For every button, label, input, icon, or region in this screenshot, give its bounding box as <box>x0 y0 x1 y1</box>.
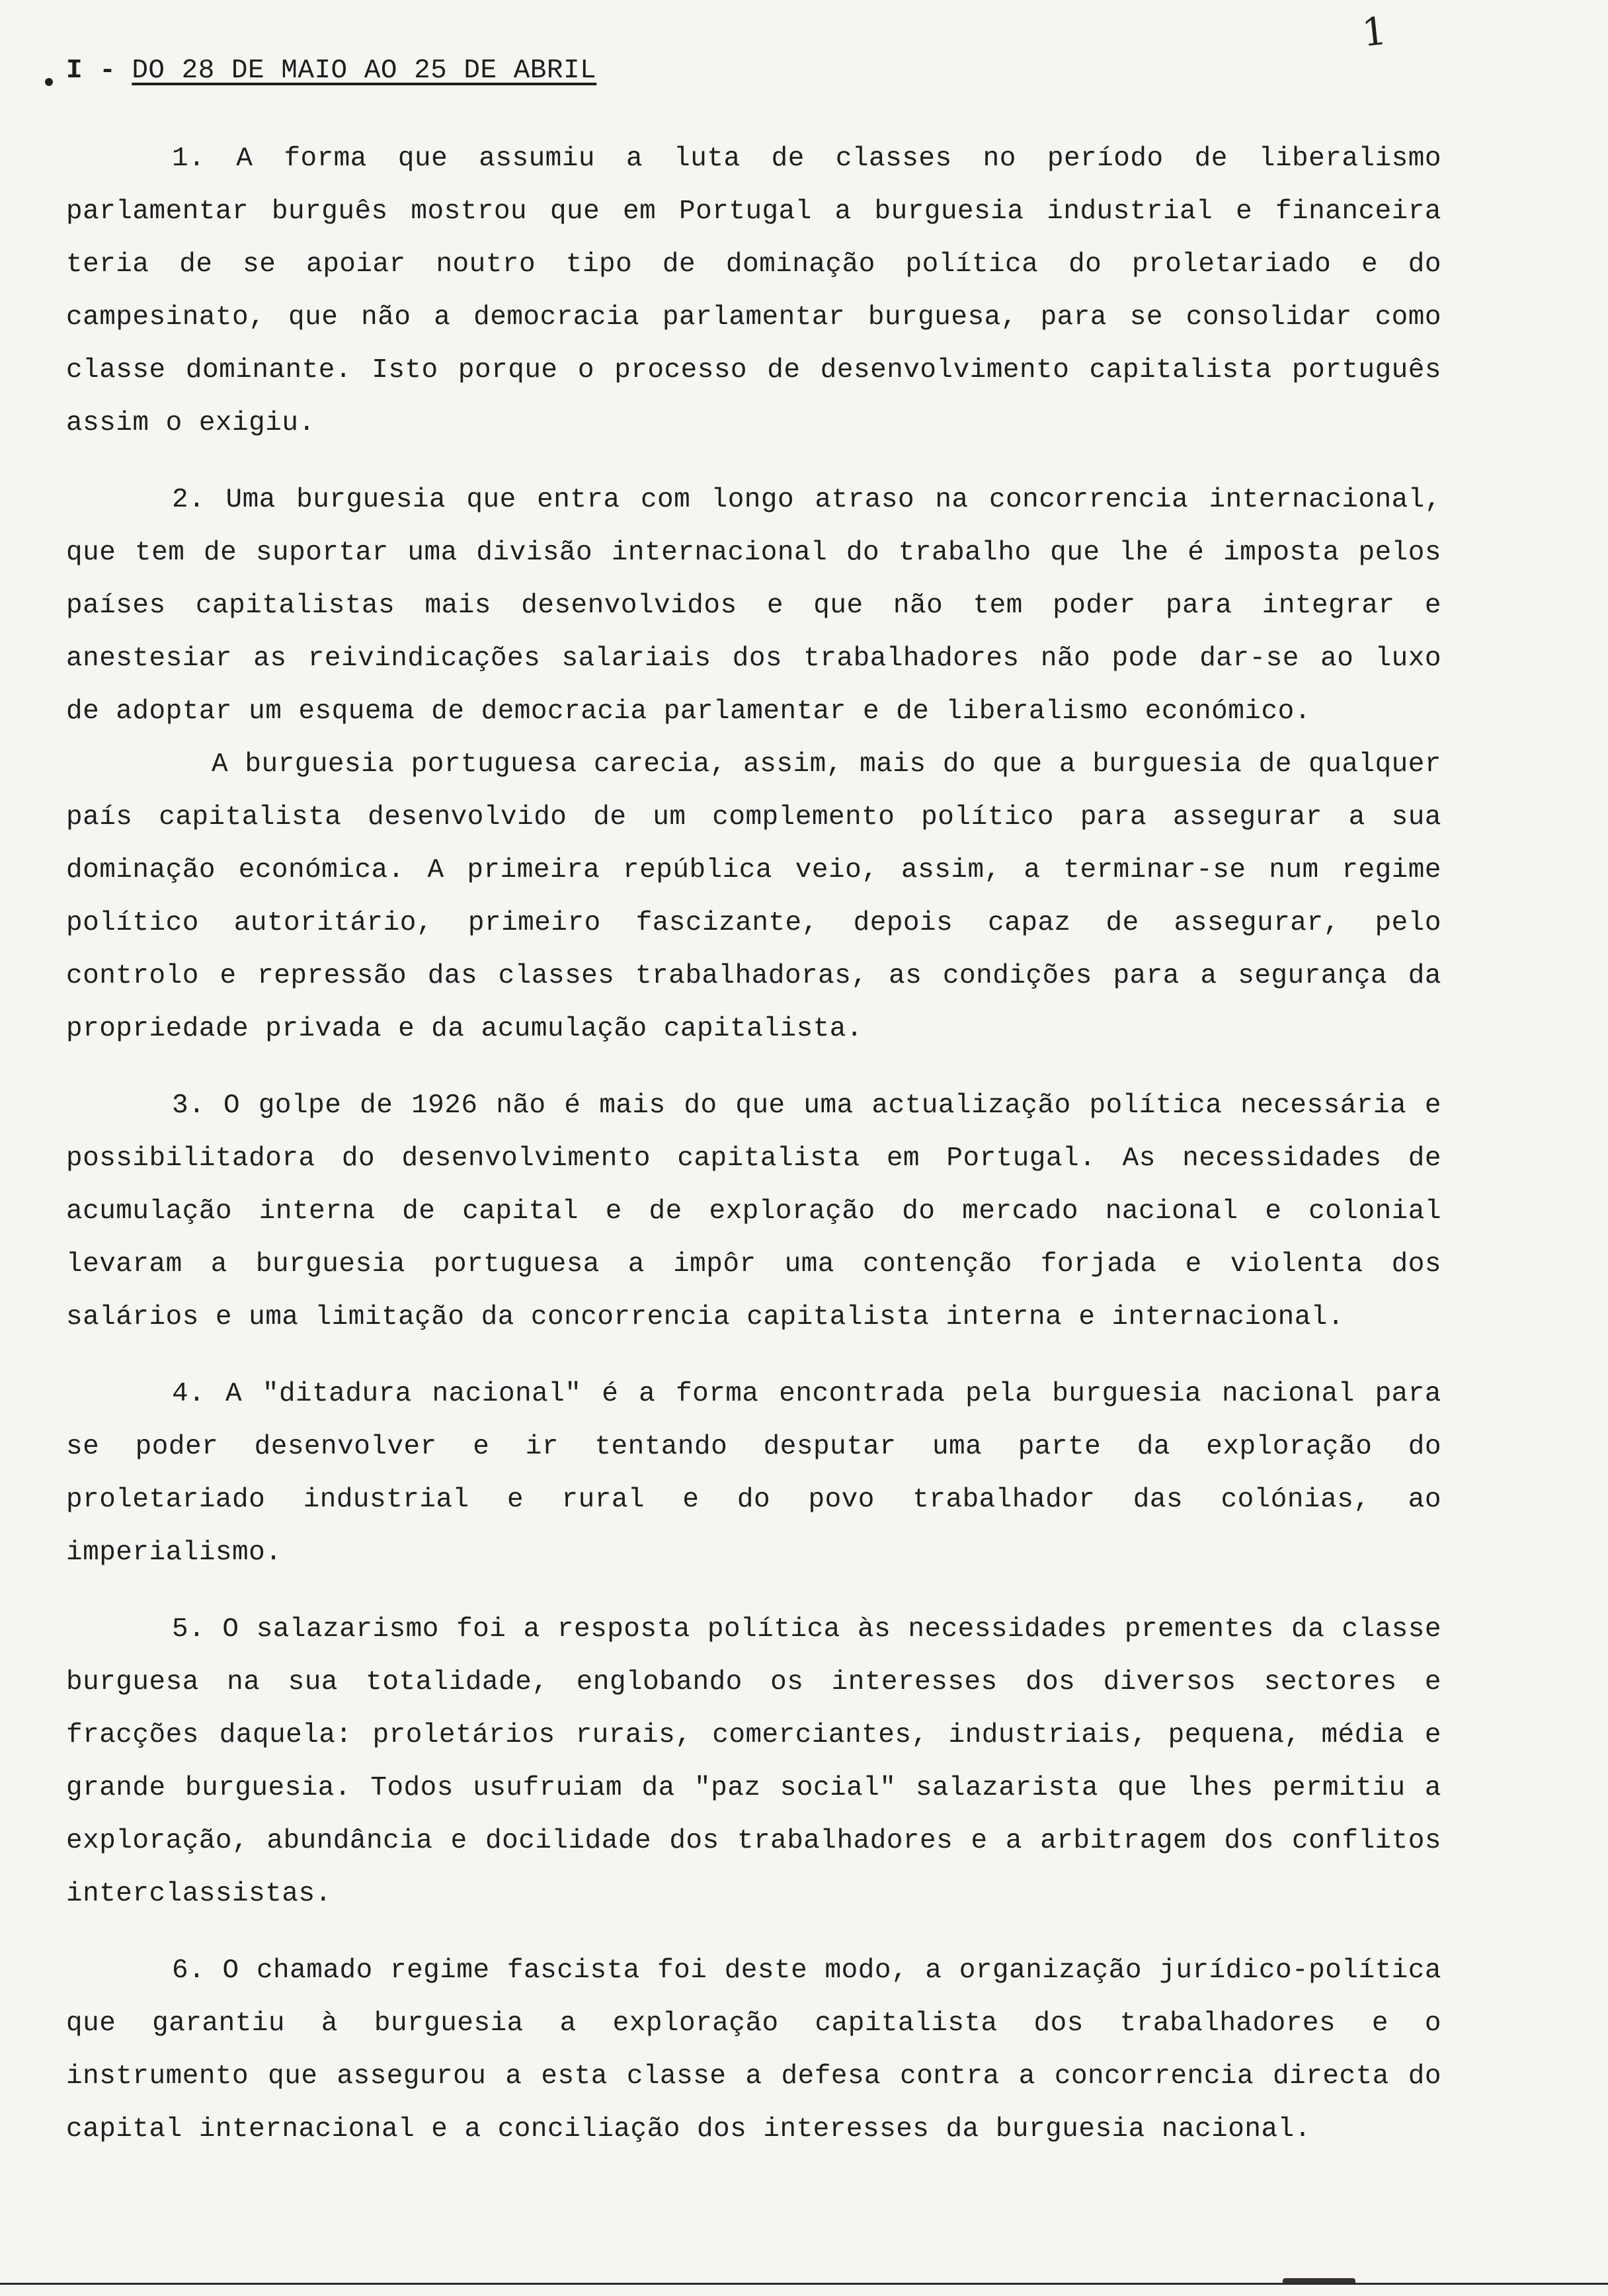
paragraph-4: 4. A "ditadura nacional" é a forma encontrada pela burguesia nacional para se poder desenvolver e ir tentando desputar uma parte da exploração do proletariado industrial e rural e do povo trabalhador das colónias, ao imperialismo. <box>66 1379 1441 1568</box>
section-number: I - <box>66 56 116 86</box>
page-bottom-edge <box>0 2283 1608 2285</box>
section-title: DO 28 DE MAIO AO 25 DE ABRIL <box>132 56 597 86</box>
paragraph-6: 6. O chamado regime fascista foi deste modo, a organização jurídico-política que garantiu à burguesia a exploração capitalista dos trabalhadores e o instrumento que assegurou a esta classe a defesa contra a concorrencia directa do capital internacional e a conciliação dos interesses da burguesia nacional. <box>66 1955 1441 2145</box>
paragraph-2-continued: A burguesia portuguesa carecia, assim, mais do que a burguesia de qualquer país capitalista desenvolvido de um complemento político para assegurar a sua dominação económica. A primeira república veio, assim, a terminar-se num regime político autoritário, primeiro fascizante, depois capaz de assegurar, pelo controlo e repressão das classes trabalhadoras, as condições para a segurança da propriedade privada e da acumulação capitalista. <box>66 749 1441 1044</box>
paragraph-2: 2. Uma burguesia que entra com longo atraso na concorrencia internacional, que tem de suportar uma divisão internacional do trabalho que lhe é imposta pelos países capitalistas mais desenvolvidos e que não tem poder para integrar e anestesiar as reivindicações salariais dos trabalhadores não pode dar-se ao luxo de adoptar um esquema de democracia parlamentar e de liberalismo económico. <box>66 485 1441 727</box>
paragraph-1: 1. A forma que assumiu a luta de classes no período de liberalismo parlamentar burguês mostrou que em Portugal a burguesia industrial e financeira teria de se apoiar noutro tipo de dominação política do proletariado e do campesinato, que não a democracia parlamentar burguesa, para se consolidar como classe dominante. Isto porque o processo de desenvolvimento capitalista português assim o exigiu. <box>66 144 1441 438</box>
paragraph-5: 5. O salazarismo foi a resposta política às necessidades prementes da classe burguesa na sua totalidade, englobando os interesses dos diversos sectores e fracções daquela: proletários rurais, comerciantes, industriais, pequena, média e grande burguesia. Todos usufruiam da "paz social" salazarista que lhes permitiu a exploração, abundância e docilidade dos trabalhadores e a arbitragem dos conflitos interclassistas. <box>66 1614 1441 1909</box>
section-heading <box>66 56 596 86</box>
paragraph-3: 3. O golpe de 1926 não é mais do que uma actualização política necessária e possibilitadora do desenvolvimento capitalista em Portugal. As necessidades de acumulação interna de capital e de exploração do mercado nacional e colonial levaram a burguesia portuguesa a impôr uma contenção forjada e violenta dos salários e uma limitação da concorrencia capitalista interna e internacional. <box>66 1090 1441 1332</box>
page-number: 1 <box>1359 8 1389 56</box>
document-body <box>66 132 1441 2156</box>
margin-mark <box>45 78 53 86</box>
